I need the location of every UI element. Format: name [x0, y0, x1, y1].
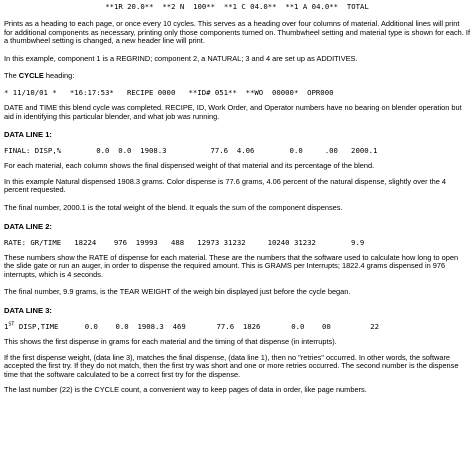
data-line-3-superscript: ST	[8, 321, 15, 328]
data-line-2-heading: DATA LINE 2:	[4, 221, 52, 231]
data-line-1-heading: DATA LINE 1:	[4, 130, 52, 140]
date-time-description: DATE and TIME this blend cycle was completed. RECIPE, ID, Work Order, and Operator numbers have no bearing on blender operation but aid in identifying this particular blender, and what job was running.	[4, 102, 462, 121]
data-line-3-values	[4, 322, 470, 331]
document-page	[4, 2, 470, 395]
material-header-line: **1R 20.0** **2 N 100** **1 C 04.0** **1 A 04.0** TOTAL	[105, 2, 369, 11]
data-line-3-description-3: The last number (22) is the CYCLE count, a convenient way to keep pages of data in order, like page numbers.	[4, 385, 367, 395]
data-line-1-description-1: For each material, each column shows the final dispensed weight of that material and its percentage of the blend.	[4, 161, 375, 171]
data-line-2-description-1: These numbers show the RATE of dispense for each material. These are the numbers that the software used to calculate how long to open the slide gate or run an auger, in order to dispense the required amount. This is GRAMS per Interrupts; 1822.4 grams dispensed in 976 interrupts, which is 4 seconds.	[4, 252, 459, 279]
component-example-paragraph: In this example, component 1 is a REGRIND; component 2, a NATURAL; 3 and 4 are set up as ADDITIVES.	[4, 53, 358, 63]
data-line-1-description-3: The final number, 2000.1 is the total weight of the blend. It equals the sum of the component dispenses.	[4, 202, 343, 212]
data-line-1-values: FINAL: DISP,% 0.0 0.0 1908.3 77.6 4.06 0.0 .00 2000.1	[4, 146, 378, 156]
cycle-heading-bold: CYCLE	[18, 71, 44, 81]
data-line-3-rest: DISP,TIME 0.0 0.0 1908.3 469 77.6 1826 0.0 00 22	[14, 321, 380, 331]
cycle-line: * 11/10/01 * *16:17:53* RECIPE 0000 **ID# 051** **WO 00000* OPR000	[4, 87, 334, 97]
data-line-2-description-2: The final number, 9.9 grams, is the TEAR WEIGHT of the weigh bin displayed just before the cycle began.	[4, 287, 351, 297]
data-line-3-description-1: This shows the first dispense in grams for each material and the timing of that dispense (in interrupts).	[4, 336, 337, 346]
cycle-heading-prefix: The	[4, 71, 19, 81]
cycle-heading-suffix: heading:	[43, 71, 75, 81]
data-line-2-values: RATE: GR/TIME 18224 976 19993 488 12973 31232 10240 31232 9.9	[4, 237, 365, 247]
intro-paragraph: Prints as a heading to each page, or once every 10 cycles. This serves as a heading over four columns of material. Additional lines will print for additional components as necessary, printing only those components turned on. Thumbwheel setting and material type is shown for each. If a thumbwheel setting is changed, a new header line will print.	[4, 19, 471, 46]
data-line-1-description-2: In this example Natural dispensed 1908.3 grams. Color dispense is 77.6 grams, 4.06 percent of the natural dispense, slightly over the 4 percent requested.	[4, 176, 447, 195]
cycle-heading-label	[4, 72, 470, 81]
data-line-3-prefix: 1	[4, 321, 9, 331]
data-line-3-heading: DATA LINE 3:	[4, 305, 52, 315]
data-line-3-description-2: If the first dispense weight, (data line 3), matches the final dispense, (data line 1), then no "retries" occurred. In other words, the software accepted the first try. If they do not match, then the first try was short and one or more retries occurred. The second number is the dispense time that the software calculated to be a correct first try for the dispense.	[4, 352, 459, 379]
